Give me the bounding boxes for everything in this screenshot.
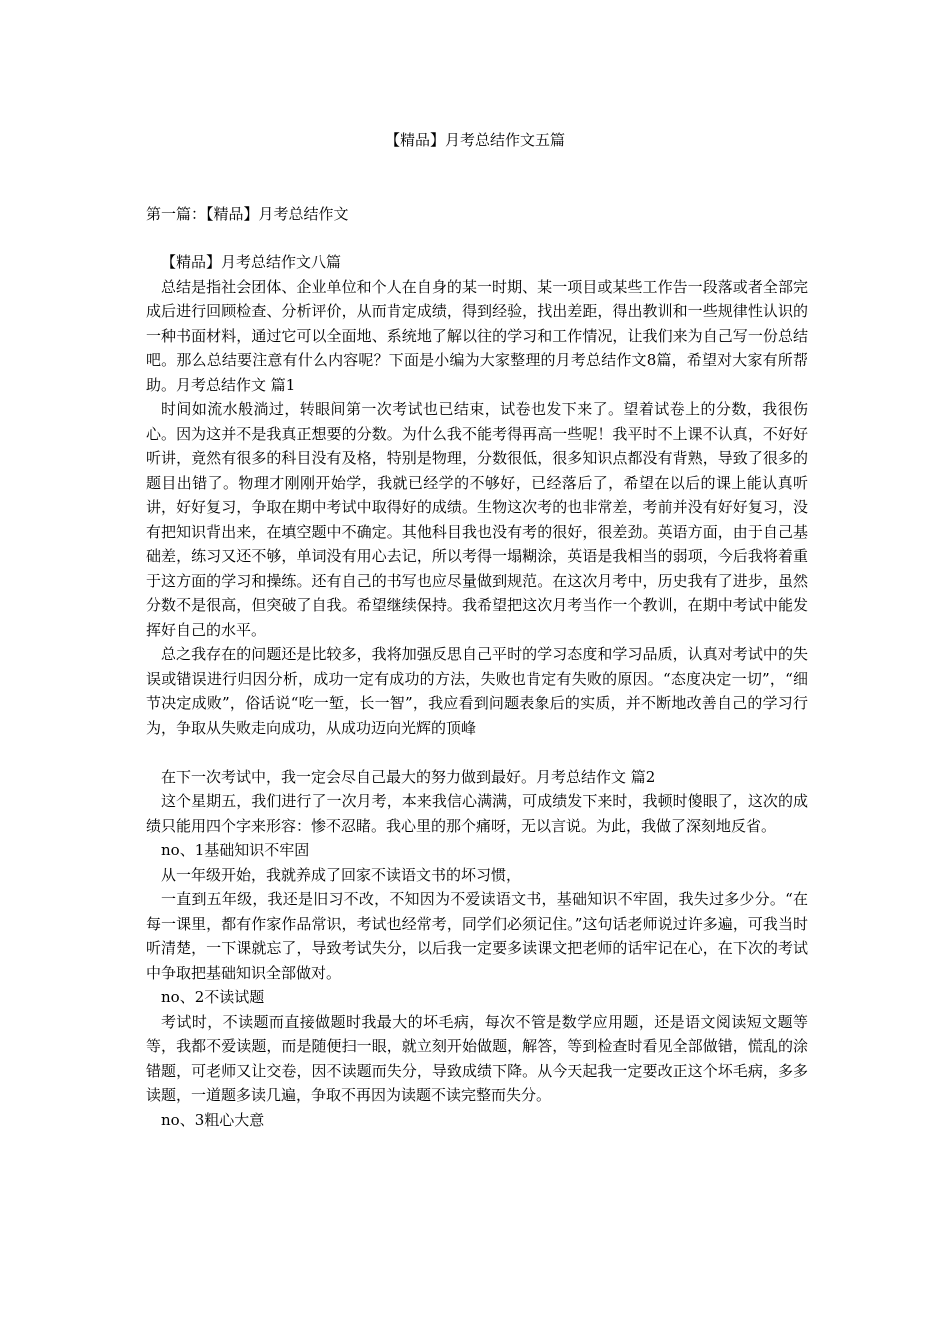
essay-2-transition: 在下一次考试中，我一定会尽自己最大的努力做到最好。月考总结作文 篇2 <box>161 767 656 786</box>
point-1-heading: no、1基础知识不牢固 <box>161 841 310 859</box>
point-1-paragraph: 一直到五年级，我还是旧习不改，不知因为不爱读语文书，基础知识不牢固，我失过多少分。“在每一课里，都有作家作品常识，考试也经常考，同学们必须记住。”这句话老师说过许多遍，可我当时听清楚，一下课就忘了，导致考试失分，以后我一定要多读课文把老师的话牢记在心，在下次的考试中争取把基础知识全部做对。 <box>146 890 808 982</box>
essay-1-conclusion: 总之我存在的问题还是比较多，我将加强反思自己平时的学习态度和学习品质，认真对考试中的失误或错误进行归因分析，成功一定有成功的方法，失败也肯定有失败的原因。“态度决定一切”，“细节决定成败”，俗话说“吃一堑，长一智”，我应看到问题表象后的实质，并不断地改善自己的学习行为，争取从失败走向成功，从成功迈向光辉的顶峰 <box>146 645 808 737</box>
document-title: 【精品】月考总结作文五篇 <box>384 131 565 149</box>
subtitle-paragraph: 【精品】月考总结作文八篇 <box>161 253 342 271</box>
section-heading: 第一篇：【精品】月考总结作文 <box>146 205 349 223</box>
essay-1-paragraph: 时间如流水般淌过，转眼间第一次考试也已结束，试卷也发下来了。望着试卷上的分数，我很伤心。因为这并不是我真正想要的分数。为什么我不能考得再高一些呢！我平时不上课不认真，不好好听讲，竟然有很多的科目没有及格，特别是物理，分数很低，很多知识点都没有背熟，导致了很多的题目出错了。物理才刚刚开始学，我就已经学的不够好，已经落后了，希望在以后的课上能认真听讲，好好复习，争取在期中考试中取得好的成绩。生物这次考的也非常差，考前并没有好好复习，没有把知识背出来，在填空题中不确定。其他科目我也没有考的很好，很差劲。英语方面，由于自己基础差，练习又还不够，单词没有用心去记，所以考得一塌糊涂，英语是我相当的弱项，今后我将着重于这方面的学习和操练。还有自己的书写也应尽量做到规范。在这次月考中，历史我有了进步，虽然分数不是很高，但突破了自我。希望继续保持。我希望把这次月考当作一个教训，在期中考试中能发挥好自己的水平。 <box>146 400 808 639</box>
essay-2-paragraph: 这个星期五，我们进行了一次月考，本来我信心满满，可成绩发下来时，我顿时傻眼了，这次的成绩只能用四个字来形容：惨不忍睹。我心里的那个痛呀，无以言说。为此，我做了深刻地反省。 <box>146 792 808 835</box>
point-3-heading: no、3粗心大意 <box>161 1110 265 1129</box>
point-1-line: 从一年级开始，我就养成了回家不读语文书的坏习惯， <box>161 865 522 884</box>
document-body <box>146 250 808 1132</box>
point-2-paragraph: 考试时，不读题而直接做题时我最大的坏毛病，每次不管是数学应用题，还是语文阅读短文题等等，我都不爱读题，而是随便扫一眼，就立刻开始做题，解答，等到检查时看见全部做错，慌乱的涂错题，可老师又让交卷，因不读题而失分，导致成绩下降。从今天起我一定要改正这个坏毛病，多多读题，一道题多读几遍，争取不再因为读题不读完整而失分。 <box>146 1012 808 1104</box>
intro-paragraph: 总结是指社会团体、企业单位和个人在自身的某一时期、某一项目或某些工作告一段落或者全部完成后进行回顾检查、分析评价，从而肯定成绩，得到经验，找出差距，得出教训和一些规律性认识的一种书面材料，通过它可以全面地、系统地了解以往的学习和工作情况，让我们来为自己写一份总结吧。那么总结要注意有什么内容呢？下面是小编为大家整理的月考总结作文8篇，希望对大家有所帮助。月考总结作文 篇1 <box>146 277 808 394</box>
point-2-heading: no、2不读试题 <box>161 988 265 1006</box>
blank-line <box>146 740 808 765</box>
